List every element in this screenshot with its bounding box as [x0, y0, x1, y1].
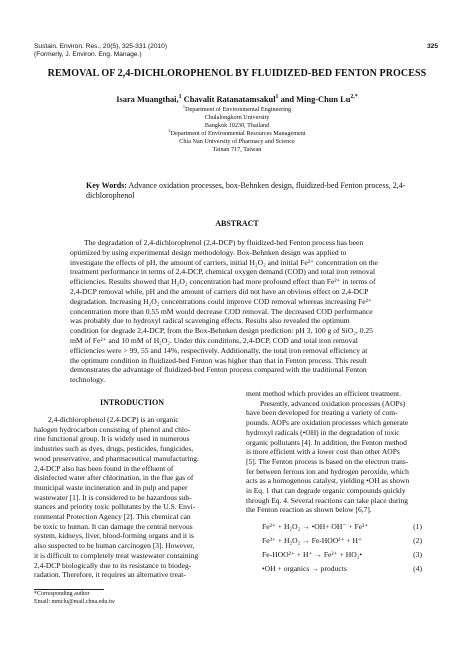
text-line: concentration more than 0.55 mM would decrease COD removal. The decreased COD performance [70, 306, 373, 316]
affiliation-line: Chulalongkorn University [204, 114, 270, 121]
text-line: organic pollutants [4]. In addition, the Fenton method [246, 437, 407, 447]
text-line: 2,4-DCP removal while, pH and the amount of carriers did not have an obvious effect on 2,4-DCP [70, 286, 369, 296]
corresponding-email: Email: mmclu@mail.chna.edu.tw [34, 598, 115, 605]
text-line: technology. [70, 375, 106, 385]
equation-row: •OH + organics → products (4) [262, 564, 422, 573]
text-line: wood preservative, and pharmaceutical manufacturing. [34, 453, 199, 463]
author-1-affiliation: 1 [178, 94, 182, 101]
text-line: mM of Fe²⁺ and 10 mM of H₂O₂. Under this conditions, 2,4-DCP, COD and total iron removal [70, 335, 358, 345]
affiliations [0, 103, 474, 154]
equation-row: Fe²⁺ + H₂O₂ → •OH+ OH⁻ + Fe³⁺ (1) [262, 522, 422, 531]
text-line: degradation. Increasing H₂O₂ concentrations could improve COD removal whereas increasing Fe²⁺ [70, 296, 372, 306]
author-2: Chavalit Ratanatamsakul [181, 95, 276, 104]
text-line: Presently, advanced oxidation processes (AOPs) [260, 398, 406, 408]
text-line: wastewater [1]. It is considered to be hazardous sub- [34, 492, 192, 502]
text-line: 2,4-DCP biologically due to its resistance to biodeg- [34, 560, 192, 570]
author-1: Isara Muangthai, [116, 95, 179, 104]
text-line: radation. Therefore, it requires an alternative treat- [34, 570, 186, 580]
journal-citation [34, 43, 167, 59]
footnote-rule [34, 589, 104, 590]
text-line: also suspected to be human carcinogen [3]. However, [34, 541, 195, 551]
text-line: [5]. The Fenton process is based on the electron trans- [246, 456, 409, 466]
text-line: 2,4-dichlorophenol (2,4-DCP) is an organic [48, 415, 179, 424]
text-line: hydroxyl radicals (•OH) in the degradation of toxic [246, 427, 400, 437]
keywords-text: Advance oxidation processes, box-Behnken design, fluidized-bed Fenton process, 2,4-dichlorophenol [86, 181, 406, 200]
keywords-label: Key Words: [86, 181, 127, 190]
journal-line-1: Sustain. Environ. Res., 20(5), 325-331 (2010) [34, 43, 168, 50]
text-line: condition for degrade 2,4-DCP, from the Box-Behnken design prediction: pH 3, 100 g of SiO₂, 0.25 [70, 326, 373, 336]
text-line: stances and priority toxic pollutants by the U.S. Envi- [34, 502, 196, 512]
text-line: rine functional group. It is widely used in numerous [34, 434, 190, 444]
text-line: ronmental Protection Agency [2]. This chemical can [34, 512, 191, 522]
paper-title: REMOVAL OF 2,4-DICHLOROPHENOL BY FLUIDIZED-BED FENTON PROCESS [47, 68, 427, 79]
introduction-left-column [34, 415, 230, 580]
journal-line-2: (Formerly, J. Environ. Eng. Manage.) [34, 51, 142, 58]
author-list [0, 95, 474, 104]
text-line: efficiencies. Results showed that H₂O₂ concentration had more profound effect than Fe²⁺ in terms of [70, 277, 376, 287]
introduction-right-column [246, 389, 442, 515]
abstract-body [70, 238, 406, 385]
text-line: acts as a homogenous catalyst, yielding •OH as shown [246, 476, 410, 486]
text-line: treatment performance in terms of 2,4-DCP, chemical oxygen demand (COD) and total iron removal [70, 267, 376, 277]
page-number: 325 [426, 43, 438, 50]
keywords [86, 181, 440, 201]
footnote [34, 591, 115, 606]
text-line: it is difficult to completely treat wastewater containing [34, 550, 199, 560]
affiliation-line: Bangkok 10230, Thailand [204, 122, 270, 129]
text-line: through Eq. 4. Several reactions can take place during [246, 495, 409, 505]
equation-row: Fe³⁺ + H₂O₂ → Fe-HOO²⁺ + H⁺ (2) [262, 536, 422, 545]
text-line: demonstrates the advantage of fluidized-bed Fenton process compared with the traditional Fenton [70, 365, 367, 375]
text-line: system, kidneys, liver, blood-forming organs and it is [34, 531, 194, 541]
text-line: be toxic to human. It can damage the central nervous [34, 521, 193, 531]
equation-row: Fe-HOO²⁺ + H⁺ → Fe²⁺ + HO₂• (3) [262, 550, 422, 559]
text-line: investigate the effects of pH, the amount of carriers, initial H₂O₂ and initial Fe²⁺ concentration on the [70, 257, 378, 267]
text-line: efficiencies were > 99, 55 and 14%, respectively. Additionally, the total iron removal efficiency at [70, 345, 368, 355]
abstract-heading: ABSTRACT [215, 219, 259, 228]
author-3-affiliation: 2,* [350, 94, 358, 101]
text-line: The degradation of 2,4-dichlorophenol (2,4-DCP) by fluidized-bed Fenton process has been [84, 238, 364, 247]
text-line: municipal waste incineration and in pulp and paper [34, 482, 188, 492]
introduction-heading: INTRODUCTION [99, 398, 164, 407]
text-line: optimized by using experimental design methodology. Box-Behnken design was applied to [70, 247, 347, 257]
text-line: pounds. AOPs are oxidation processes which generate [246, 418, 409, 428]
text-line: the Fenton reaction as shown below [6,7]. [246, 505, 372, 515]
text-line: halogen hydrocarbon consisting of phenol and chlo- [34, 424, 191, 434]
text-line: was probably due to hydroxyl radical scavenging effects. Results also revealed the optimum [70, 316, 350, 326]
text-line: industries such as dyes, drugs, pesticides, fungicides, [34, 444, 194, 454]
author-3: and Ming-Chun Lu [278, 95, 351, 104]
text-line: 2,4-DCP also has been found in the effluent of [34, 463, 174, 473]
text-line: have been developed for treating a variety of com- [246, 408, 398, 418]
affiliation-line: Chia Nan University of Pharmacy and Science [179, 138, 295, 145]
fenton-equations [262, 522, 422, 578]
affiliation-line: $^1$Department of Environmental Engineering [182, 103, 292, 113]
text-line: in Eq. 1 that can degrade organic compounds quickly [246, 486, 406, 496]
text-line: fer between ferrous ion and hydrogen peroxide, which [246, 466, 409, 476]
text-line: ment method which provides an efficient treatment. [246, 389, 402, 398]
text-line: disinfected water after chlorination, in the flue gas of [34, 473, 194, 483]
text-line: is more efficient with a lower cost than other AOPs [246, 447, 400, 457]
text-line: the optimum condition in fluidized-bed Fenton was higher than that in Fenton process. This result [70, 355, 368, 365]
corresponding-author-note: *Corresponding author [34, 591, 90, 597]
affiliation-line: $^2$Department of Environmental Resources Management [168, 127, 306, 137]
affiliation-line: Tainan 717, Taiwan [212, 146, 262, 153]
author-2-affiliation: 1 [275, 94, 279, 101]
